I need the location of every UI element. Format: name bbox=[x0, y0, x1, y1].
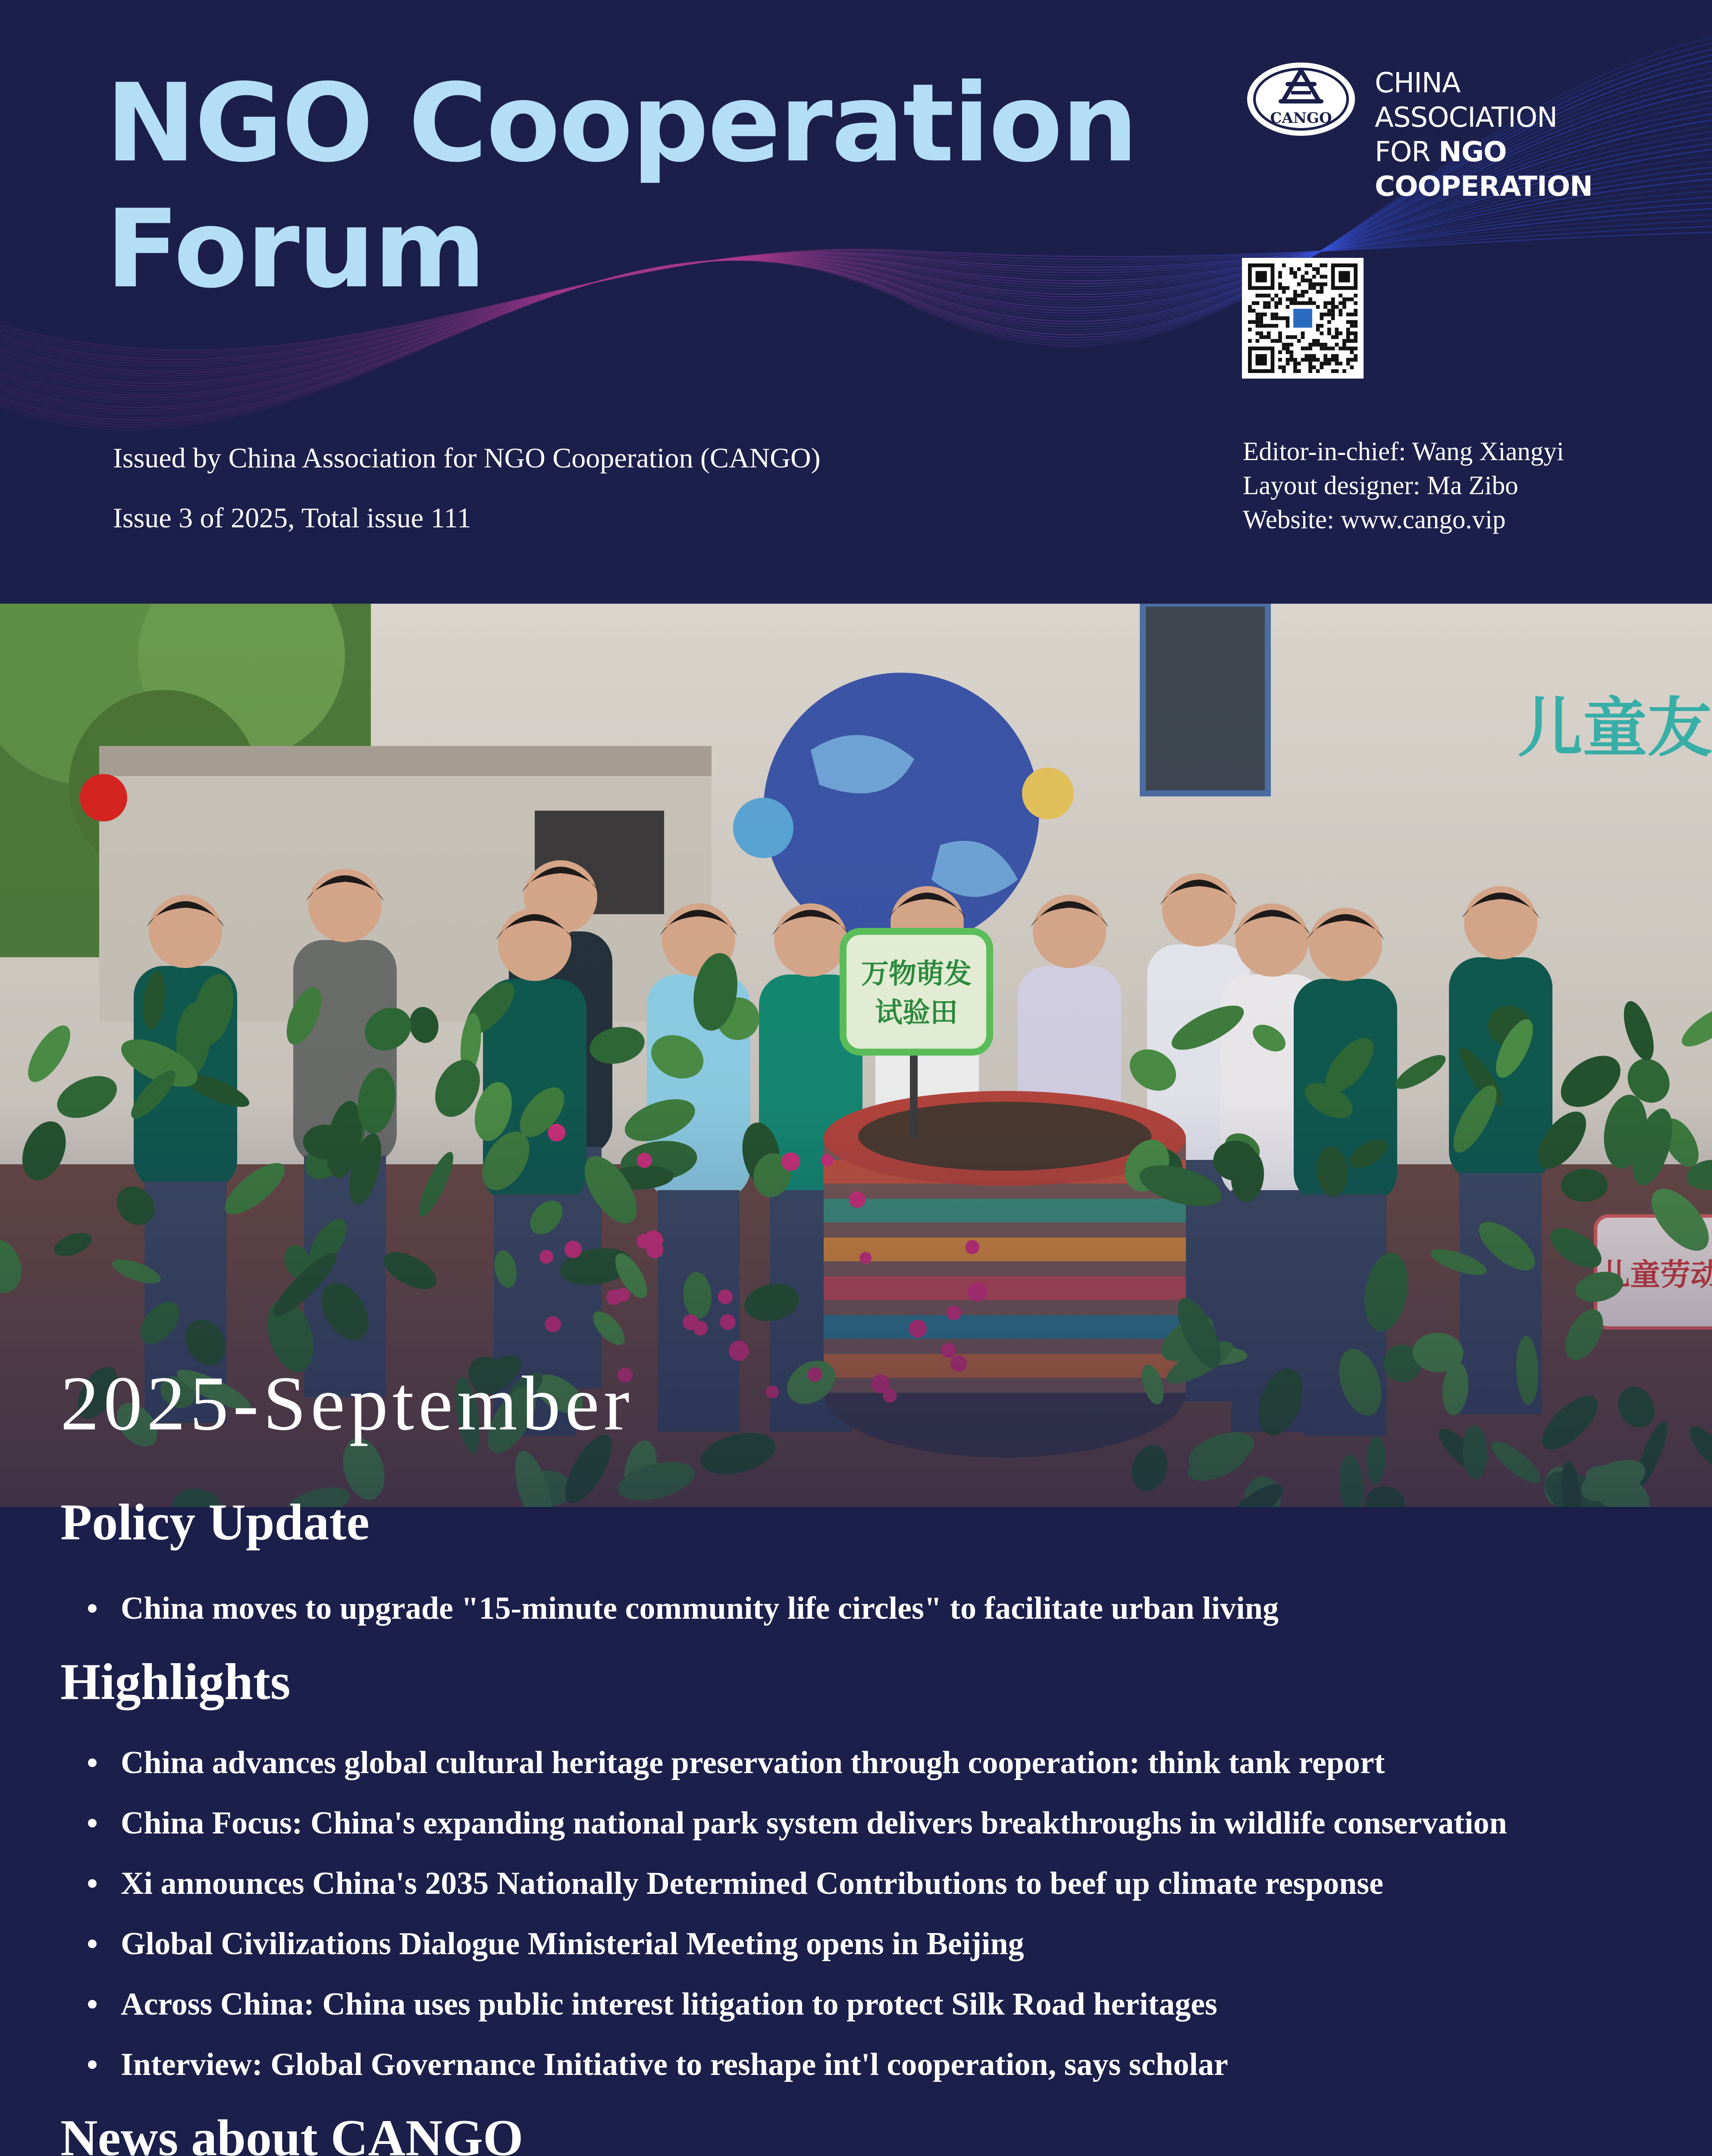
layout-designer: Layout designer: Ma Zibo bbox=[1243, 471, 1518, 500]
policy-update-list bbox=[60, 1578, 1279, 1639]
editor-in-chief: Editor-in-chief: Wang Xiangyi bbox=[1243, 437, 1564, 466]
issue-date: 2025-September bbox=[60, 1360, 634, 1446]
logo-line-1: CHINA ASSOCIATION bbox=[1375, 67, 1557, 134]
issued-by: Issued by China Association for NGO Cooperation (CANGO) bbox=[113, 442, 821, 474]
credits bbox=[1243, 435, 1564, 537]
list-item-text: Interview: Global Governance Initiative to reshape int'l cooperation, says scholar bbox=[121, 2047, 1228, 2082]
section-heading-highlights: Highlights bbox=[60, 1653, 291, 1710]
list-item-text: China advances global cultural heritage preservation through cooperation: think tank report bbox=[121, 1745, 1385, 1780]
list-item[interactable] bbox=[60, 1578, 1279, 1639]
list-item-text: China moves to upgrade "15-minute community life circles" to facilitate urban living bbox=[121, 1591, 1279, 1626]
bullet-icon bbox=[88, 1604, 97, 1613]
list-item-text: China Focus: China's expanding national park system delivers breakthroughs in wildlife conservation bbox=[121, 1805, 1507, 1841]
cango-logo bbox=[1246, 58, 1634, 203]
highlights-list bbox=[60, 1733, 1507, 2095]
section-heading-policy-update: Policy Update bbox=[60, 1493, 370, 1551]
masthead bbox=[0, 0, 1712, 604]
bullet-icon bbox=[88, 2060, 97, 2069]
website: Website: www.cango.vip bbox=[1243, 505, 1506, 534]
list-item[interactable] bbox=[60, 1853, 1507, 1914]
list-item-text: Across China: China uses public interest litigation to protect Silk Road heritages bbox=[121, 1987, 1217, 2022]
cango-emblem-icon bbox=[1246, 58, 1356, 138]
qr-code bbox=[1242, 258, 1364, 379]
bullet-icon bbox=[88, 2000, 97, 2009]
logo-wordmark bbox=[1375, 66, 1634, 204]
bullet-icon bbox=[88, 1758, 97, 1767]
list-item[interactable] bbox=[60, 1914, 1507, 1974]
logo-line-2-prefix: FOR bbox=[1375, 136, 1439, 168]
list-item-text: Xi announces China's 2035 Nationally Determined Contributions to beef up climate response bbox=[121, 1866, 1383, 1901]
list-item[interactable] bbox=[60, 2034, 1507, 2095]
newsletter-title bbox=[106, 60, 1137, 312]
list-item[interactable] bbox=[60, 1733, 1507, 1793]
list-item[interactable] bbox=[60, 1793, 1507, 1853]
issue-number: Issue 3 of 2025, Total issue 111 bbox=[113, 502, 471, 534]
bullet-icon bbox=[88, 1879, 97, 1888]
title-line-1: NGO Cooperation bbox=[106, 60, 1137, 186]
list-item-text: Global Civilizations Dialogue Ministerial Meeting opens in Beijing bbox=[121, 1926, 1024, 1962]
section-heading-news-about-cango: News about CANGO bbox=[60, 2109, 524, 2156]
logo-line-2-bold: NGO COOPERATION bbox=[1375, 136, 1593, 203]
title-line-2: Forum bbox=[106, 186, 485, 312]
bullet-icon bbox=[88, 1819, 97, 1827]
bullet-icon bbox=[88, 1940, 97, 1948]
qr-code-icon bbox=[1248, 263, 1358, 373]
emblem-text: CANGO bbox=[1270, 110, 1332, 127]
list-item[interactable] bbox=[60, 1974, 1507, 2034]
